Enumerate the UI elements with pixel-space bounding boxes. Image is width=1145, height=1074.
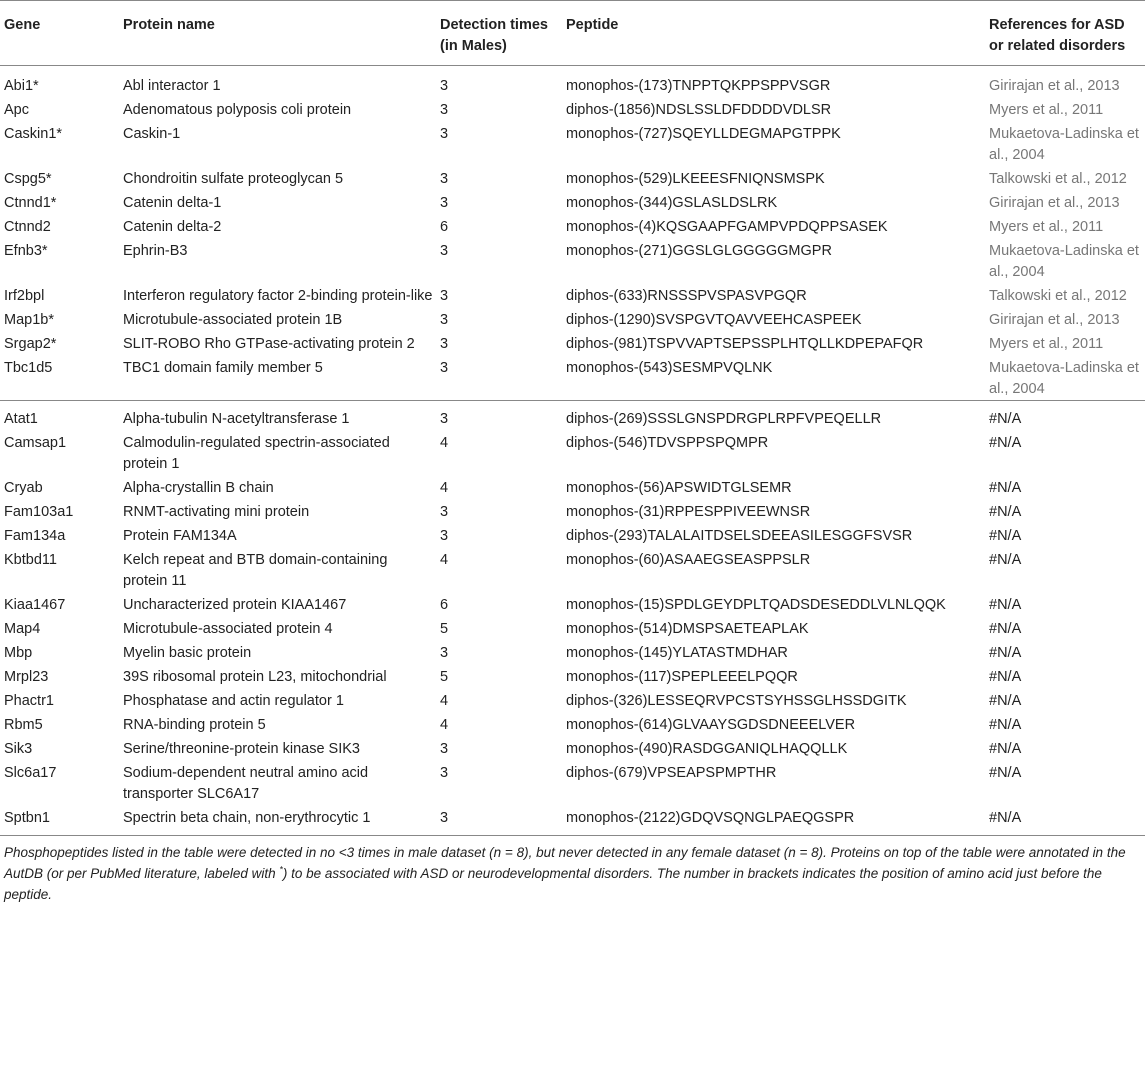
cell-peptide: monophos-(31)RPPESPPIVEEWNSR: [566, 504, 811, 520]
cell-detection-times: 3: [440, 243, 449, 259]
cell-detection-times: 6: [440, 597, 449, 613]
cell-peptide: monophos-(543)SESMPVQLNK: [566, 360, 773, 376]
table-footnote: [0, 835, 1145, 905]
cell-detection-times: 4: [440, 717, 449, 733]
cell-detection-times: 3: [440, 102, 449, 118]
cell-reference: #N/A: [989, 621, 1022, 637]
cell-protein-name: RNMT-activating mini protein: [123, 504, 310, 520]
cell-detection-times: 3: [440, 765, 449, 781]
cell-protein-name: Alpha-crystallin B chain: [123, 480, 274, 496]
cell-peptide: monophos-(145)YLATASTMDHAR: [566, 645, 788, 661]
cell-gene: Fam134a: [4, 528, 66, 544]
table-row: [0, 523, 1145, 547]
cell-protein-name: SLIT-ROBO Rho GTPase-activating protein 2: [123, 336, 415, 352]
table-row: [0, 736, 1145, 760]
cell-gene: Caskin1*: [4, 126, 63, 142]
cell-protein-name: Serine/threonine-protein kinase SIK3: [123, 741, 360, 757]
table-row: [0, 66, 1145, 98]
cell-protein-name: Abl interactor 1: [123, 78, 221, 94]
cell-gene: Fam103a1: [4, 504, 74, 520]
cell-peptide: diphos-(981)TSPVVAPTSEPSSPLHTQLLKDPEPAFQR: [566, 336, 924, 352]
cell-detection-times: 3: [440, 528, 449, 544]
table-row: [0, 166, 1145, 190]
table-row: [0, 640, 1145, 664]
cell-reference: Myers et al., 2011: [989, 336, 1104, 352]
cell-detection-times: 3: [436, 401, 562, 431]
cell-gene: Ctnnd1*: [4, 195, 57, 211]
cell-peptide: diphos-(269)SSSLGNSPDRGPLRPFVPEQELLR: [562, 401, 985, 431]
cell-reference: #N/A: [989, 504, 1022, 520]
cell-gene: Mbp: [4, 645, 33, 661]
cell-protein-name: Catenin delta-2: [123, 219, 222, 235]
cell-gene: Camsap1: [4, 435, 67, 451]
cell-protein-name: Myelin basic protein: [123, 645, 252, 661]
cell-gene: Rbm5: [4, 717, 43, 733]
cell-reference: #N/A: [989, 810, 1022, 826]
table-row: [0, 688, 1145, 712]
cell-reference: Talkowski et al., 2012: [989, 288, 1127, 304]
table-row: [0, 592, 1145, 616]
cell-gene: Tbc1d5: [4, 360, 53, 376]
cell-gene: Kiaa1467: [4, 597, 66, 613]
cell-gene: Abi1*: [4, 78, 39, 94]
table-row: [0, 307, 1145, 331]
table-header-row: [0, 1, 1145, 66]
cell-protein-name: Phosphatase and actin regulator 1: [123, 693, 344, 709]
cell-reference: #N/A: [989, 528, 1022, 544]
cell-peptide: diphos-(1856)NDSLSSLDFDDDDVDLSR: [566, 102, 832, 118]
cell-protein-name: Uncharacterized protein KIAA1467: [123, 597, 347, 613]
cell-detection-times: 4: [440, 693, 449, 709]
cell-gene: Kbtbd11: [4, 552, 57, 568]
cell-gene: Ctnnd2: [4, 219, 51, 235]
cell-reference: #N/A: [989, 435, 1022, 451]
cell-detection-times: 3: [440, 126, 449, 142]
cell-peptide: monophos-(15)SPDLGEYDPLTQADSDESEDDLVLNLQQK: [566, 597, 946, 613]
cell-reference: Myers et al., 2011: [989, 219, 1104, 235]
table-row: [0, 214, 1145, 238]
cell-protein-name: Sodium-dependent neutral amino acid transporter SLC6A17: [123, 765, 369, 802]
cell-protein-name: Calmodulin-regulated spectrin-associated protein 1: [123, 435, 390, 472]
footnote-text-1: Phosphopeptides listed in the table were detected in no <3 times in male dataset (n = 8), but never detected in any female dataset (n = 8). Proteins on top of the table were annotated in the AutDB (or per PubMed literature, labeled with: [4, 845, 1126, 881]
cell-peptide: monophos-(56)APSWIDTGLSEMR: [566, 480, 792, 496]
header-detection-times: Detection times (in Males): [440, 17, 548, 54]
cell-gene: Sptbn1: [4, 810, 50, 826]
table-row: [0, 664, 1145, 688]
table-row: [0, 190, 1145, 214]
cell-peptide: monophos-(344)GSLASLDSLRK: [566, 195, 778, 211]
cell-protein-name: Microtubule-associated protein 1B: [123, 312, 343, 328]
cell-reference: #N/A: [985, 401, 1145, 431]
cell-peptide: diphos-(293)TALALAITDSELSDEEASILESGGFSVSR: [566, 528, 913, 544]
cell-gene: Srgap2*: [4, 336, 57, 352]
cell-protein-name: Protein FAM134A: [123, 528, 237, 544]
cell-reference: Mukaetova-Ladinska et al., 2004: [989, 243, 1139, 280]
cell-reference: Girirajan et al., 2013: [989, 312, 1120, 328]
cell-detection-times: 3: [440, 645, 449, 661]
cell-peptide: diphos-(546)TDVSPPSPQMPR: [566, 435, 769, 451]
cell-detection-times: 6: [440, 219, 449, 235]
cell-detection-times: 3: [440, 810, 449, 826]
cell-detection-times: 3: [440, 312, 449, 328]
cell-peptide: monophos-(60)ASAAEGSEASPPSLR: [566, 552, 811, 568]
table-row: [0, 331, 1145, 355]
cell-reference: #N/A: [989, 597, 1022, 613]
cell-reference: Girirajan et al., 2013: [989, 78, 1120, 94]
table-row: [0, 238, 1145, 283]
table-row: [0, 97, 1145, 121]
cell-reference: #N/A: [989, 693, 1022, 709]
cell-peptide: monophos-(173)TNPPTQKPPSPPVSGR: [566, 78, 831, 94]
table-row: [0, 499, 1145, 523]
cell-reference: #N/A: [989, 645, 1022, 661]
cell-peptide: monophos-(2122)GDQVSQNGLPAEQGSPR: [566, 810, 855, 826]
cell-peptide: monophos-(614)GLVAAYSGDSDNEEELVER: [566, 717, 856, 733]
cell-peptide: diphos-(326)LESSEQRVPCSTSYHSSGLHSSDGITK: [566, 693, 907, 709]
cell-reference: #N/A: [989, 669, 1022, 685]
cell-peptide: diphos-(633)RNSSSPVSPASVPGQR: [566, 288, 807, 304]
cell-peptide: diphos-(679)VPSEAPSPMPTHR: [566, 765, 777, 781]
cell-detection-times: 3: [440, 288, 449, 304]
cell-reference: Myers et al., 2011: [989, 102, 1104, 118]
cell-detection-times: 3: [440, 336, 449, 352]
cell-protein-name: 39S ribosomal protein L23, mitochondrial: [123, 669, 387, 685]
table-row: [0, 401, 1145, 431]
cell-detection-times: 4: [440, 435, 449, 451]
footnote-asterisk: *: [279, 864, 283, 875]
cell-peptide: monophos-(514)DMSPSAETEAPLAK: [566, 621, 809, 637]
cell-gene: Irf2bpl: [4, 288, 45, 304]
cell-peptide: monophos-(271)GGSLGLGGGGGMGPR: [566, 243, 832, 259]
cell-peptide: monophos-(490)RASDGGANIQLHAQQLLK: [566, 741, 848, 757]
cell-detection-times: 4: [440, 480, 449, 496]
cell-protein-name: RNA-binding protein 5: [123, 717, 266, 733]
cell-reference: #N/A: [989, 741, 1022, 757]
table-row: [0, 283, 1145, 307]
cell-detection-times: 5: [440, 621, 449, 637]
table-row: [0, 760, 1145, 805]
cell-gene: Phactr1: [4, 693, 54, 709]
cell-detection-times: 3: [440, 171, 449, 187]
table-row: [0, 805, 1145, 829]
cell-detection-times: 3: [440, 504, 449, 520]
header-gene: Gene: [4, 17, 41, 33]
cell-protein-name: Caskin-1: [123, 126, 181, 142]
header-peptide: Peptide: [566, 17, 619, 33]
table-row: [0, 616, 1145, 640]
cell-protein-name: Adenomatous polyposis coli protein: [123, 102, 352, 118]
cell-gene: Efnb3*: [4, 243, 48, 259]
cell-detection-times: 3: [440, 741, 449, 757]
cell-protein-name: Spectrin beta chain, non-erythrocytic 1: [123, 810, 371, 826]
cell-peptide: monophos-(727)SQEYLLDEGMAPGTPPK: [566, 126, 841, 142]
cell-protein-name: Chondroitin sulfate proteoglycan 5: [123, 171, 344, 187]
cell-protein-name: TBC1 domain family member 5: [123, 360, 323, 376]
cell-detection-times: 5: [440, 669, 449, 685]
cell-protein-name: Ephrin-B3: [123, 243, 188, 259]
cell-gene: Sik3: [4, 741, 33, 757]
table-row: [0, 430, 1145, 475]
table-row: [0, 355, 1145, 401]
cell-detection-times: 3: [440, 360, 449, 376]
cell-protein-name: Microtubule-associated protein 4: [123, 621, 333, 637]
cell-reference: #N/A: [989, 480, 1022, 496]
cell-gene: Mrpl23: [4, 669, 49, 685]
cell-reference: Girirajan et al., 2013: [989, 195, 1120, 211]
cell-gene: Map1b*: [4, 312, 54, 328]
cell-reference: #N/A: [989, 765, 1022, 781]
cell-gene: Apc: [4, 102, 29, 118]
cell-protein-name: Kelch repeat and BTB domain-containing protein 11: [123, 552, 388, 589]
table-row: [0, 121, 1145, 166]
cell-peptide: monophos-(4)KQSGAAPFGAMPVPDQPPSASEK: [566, 219, 888, 235]
cell-reference: #N/A: [989, 552, 1022, 568]
cell-peptide: monophos-(529)LKEEESFNIQNSMSPK: [566, 171, 825, 187]
cell-protein-name: Catenin delta-1: [123, 195, 222, 211]
header-references: References for ASD or related disorders: [989, 17, 1126, 54]
cell-protein-name: Interferon regulatory factor 2-binding protein-like: [123, 288, 433, 304]
table-row: [0, 475, 1145, 499]
cell-peptide: diphos-(1290)SVSPGVTQAVVEEHCASPEEK: [566, 312, 862, 328]
table-row: [0, 712, 1145, 736]
cell-detection-times: 3: [440, 78, 449, 94]
cell-gene: Cryab: [4, 480, 43, 496]
cell-detection-times: 3: [440, 195, 449, 211]
cell-gene: Slc6a17: [4, 765, 57, 781]
cell-detection-times: 4: [440, 552, 449, 568]
cell-gene: Cspg5*: [4, 171, 52, 187]
header-protein-name: Protein name: [123, 17, 215, 33]
cell-reference: #N/A: [989, 717, 1022, 733]
cell-peptide: monophos-(117)SPEPLEEELPQQR: [566, 669, 798, 685]
cell-gene: Atat1: [0, 401, 119, 431]
footnote-text-2: ) to be associated with ASD or neurodevelopmental disorders. The number in brackets indicates the position of amino acid just before the peptide.: [4, 866, 1102, 902]
cell-protein-name: Alpha-tubulin N-acetyltransferase 1: [119, 401, 436, 431]
cell-reference: Mukaetova-Ladinska et al., 2004: [989, 360, 1139, 397]
table-row: [0, 547, 1145, 592]
cell-gene: Map4: [4, 621, 41, 637]
cell-reference: Mukaetova-Ladinska et al., 2004: [989, 126, 1139, 163]
cell-reference: Talkowski et al., 2012: [989, 171, 1127, 187]
table-body: [0, 66, 1145, 830]
